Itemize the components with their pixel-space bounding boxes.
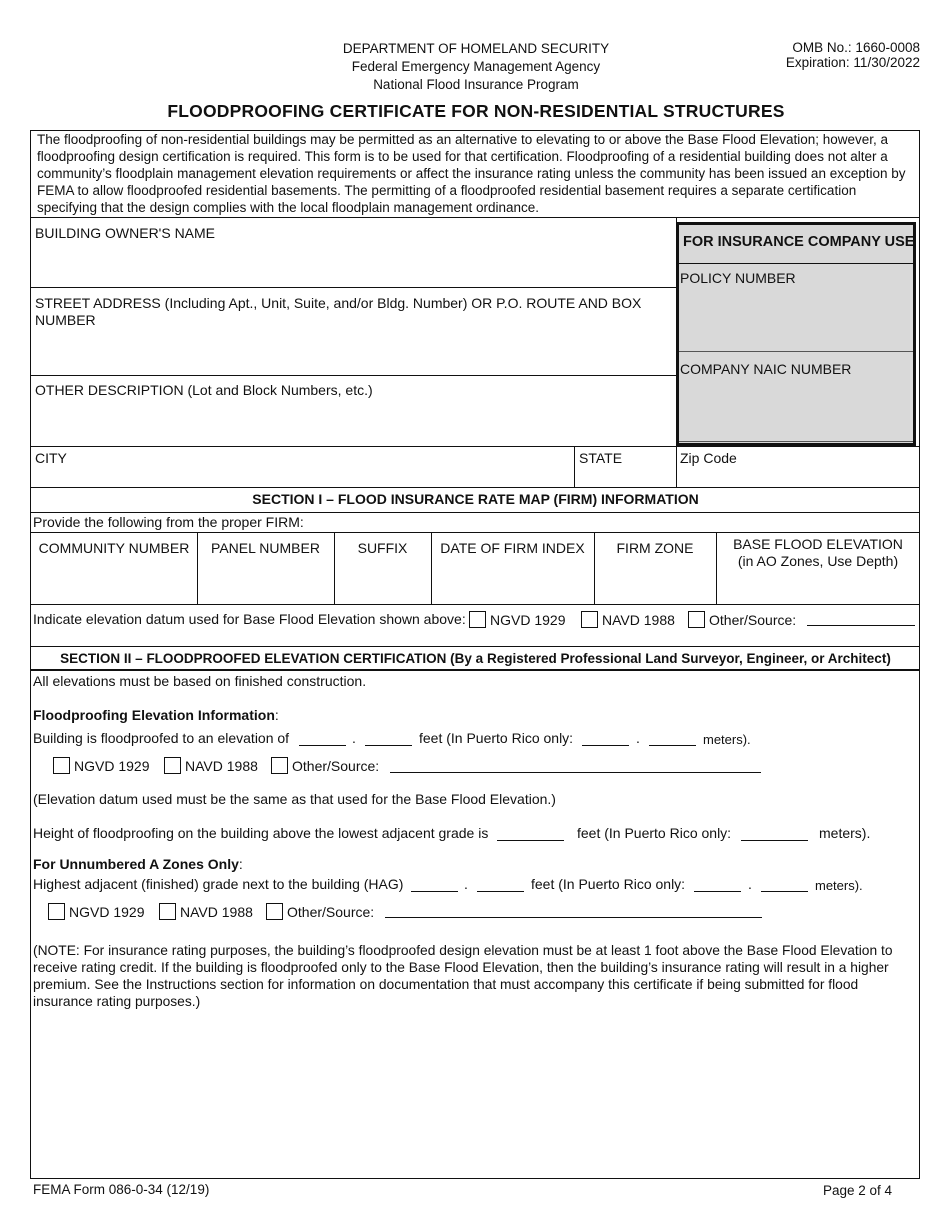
form-number: FEMA Form 086-0-34 (12/19) [33,1182,210,1197]
ngvd-checkbox[interactable] [469,611,486,628]
hag-label: Highest adjacent (finished) grade next to the building (HAG) [33,876,404,892]
feet-pr-label: feet (In Puerto Rico only: [531,876,686,892]
bfe-field[interactable] [718,572,918,602]
program-name: National Flood Insurance Program [373,77,579,92]
expiration-date: Expiration: 11/30/2022 [785,55,920,70]
divider [31,646,920,647]
col-panel-number: PANEL NUMBER [211,540,320,556]
city-field[interactable] [33,467,571,485]
owner-name-label: BUILDING OWNER'S NAME [35,225,216,241]
state-field[interactable] [577,467,673,485]
feet-pr-label: feet (In Puerto Rico only: [419,730,574,746]
hag-ngvd-label: NGVD 1929 [69,904,145,920]
divider [31,604,920,605]
divider [31,217,920,218]
other-source-checkbox[interactable] [688,611,705,628]
firm-index-date-field[interactable] [433,572,592,602]
divider [679,263,913,264]
divider [679,351,913,352]
height-fp-feet-field[interactable] [497,840,564,841]
hag-meters-field[interactable] [694,891,741,892]
section-1-title: SECTION I – FLOOD INSURANCE RATE MAP (FIRM) INFORMATION [252,491,699,507]
hag-feet-decimal-field[interactable] [477,891,524,892]
hag-navd-label: NAVD 1988 [180,904,253,920]
fp-navd-label: NAVD 1988 [185,758,258,774]
decimal-point: . [636,730,640,746]
divider [679,441,913,442]
divider [31,512,920,513]
height-fp-label: Height of floodproofing on the building above the lowest adjacent grade is [33,825,489,841]
divider [31,532,920,533]
hag-other-label: Other/Source: [287,904,375,920]
col-firm-zone: FIRM ZONE [616,540,694,556]
other-description-field[interactable] [33,402,673,442]
colon: : [238,856,243,872]
fp-ngvd-checkbox[interactable] [53,757,70,774]
decimal-point: . [748,876,752,892]
fp-ngvd-label: NGVD 1929 [74,758,150,774]
col-date-of-firm-index: DATE OF FIRM INDEX [440,540,585,556]
fp-elev-feet-decimal-field[interactable] [365,745,412,746]
suffix-field[interactable] [336,572,429,602]
height-fp-meters-field[interactable] [741,840,808,841]
fp-info-heading-line [33,707,279,724]
colon: : [274,707,279,723]
hag-ngvd-checkbox[interactable] [48,903,65,920]
hag-other-source-field[interactable] [385,917,762,918]
form-title: FLOODPROOFING CERTIFICATE FOR NON-RESIDENTIAL STRUCTURES [167,101,785,121]
divider [31,287,676,288]
col-base-flood-elevation: BASE FLOOD ELEVATION [733,536,903,552]
policy-number-field[interactable] [680,290,910,348]
col-bfe-note: (in AO Zones, Use Depth) [737,553,899,569]
fp-other-source-field[interactable] [390,772,761,773]
owner-name-field[interactable] [33,244,673,284]
fp-elev-feet-field[interactable] [299,745,346,746]
hag-meters-decimal-field[interactable] [761,891,808,892]
other-source-label: Other/Source: [709,612,797,628]
finished-construction-note: All elevations must be based on finished construction. [33,673,367,689]
agency-name: Federal Emergency Management Agency [351,59,601,74]
panel-number-field[interactable] [199,572,332,602]
state-label: STATE [579,450,623,466]
hag-feet-field[interactable] [411,891,458,892]
community-number-field[interactable] [33,572,195,602]
fp-other-label: Other/Source: [292,758,380,774]
rating-note: (NOTE: For insurance rating purposes, the building’s floodproofed design elevation must be at least 1 foot above the Base Flood Elevation to receive rating credit. If the building is floodproofed only to the Base Flood Elevation, then the building’s insurance rating will result in a higher premium. See the Instructions section for information on documentation that must accompany this certificate if being submitted for flood insurance rating purposes.) [33,943,893,1009]
zip-code-field[interactable] [678,467,916,485]
fp-elev-meters-decimal-field[interactable] [649,745,696,746]
divider [31,446,920,447]
street-address-field[interactable] [33,332,673,372]
fp-other-checkbox[interactable] [271,757,288,774]
street-address-label: STREET ADDRESS (Including Apt., Unit, Suite, and/or Bldg. Number) OR P.O. ROUTE AND BOX NUMBER [35,295,642,328]
divider [31,375,676,376]
section-2-title: SECTION II – FLOODPROOFED ELEVATION CERTIFICATION (By a Registered Professional Land Surveyor, Engineer, or Architect) [60,651,891,666]
fp-navd-checkbox[interactable] [164,757,181,774]
page-number: Page 2 of 4 [823,1183,893,1198]
datum-prompt: Indicate elevation datum used for Base Flood Elevation shown above: [33,611,466,627]
intro-text: The floodproofing of non-residential buildings may be permitted as an alternative to elevating to or above the Base Flood Elevation; however, a floodproofing design certification is required. This form is to be used for that certification. Floodproofing of a residential building does not alter a community’s floodplain management elevation requirements or affect the insurance rating unless the community has been issued an exception by FEMA to allow floodproofed residential basements. The permitting of a floodproofed residential basement requires a separate certification specifying that the design complies with the local floodplain management ordinance. [37,132,906,215]
navd-label: NAVD 1988 [602,612,675,628]
unnumbered-a-zones-heading: For Unnumbered A Zones Only [33,856,239,872]
omb-block [786,40,920,70]
divider [31,669,920,671]
dept-name: DEPARTMENT OF HOMELAND SECURITY [342,41,610,56]
hag-other-checkbox[interactable] [266,903,283,920]
policy-number-label: POLICY NUMBER [680,270,796,286]
col-community-number: COMMUNITY NUMBER [38,540,190,556]
divider [31,487,920,488]
naic-number-field[interactable] [680,381,910,437]
firm-zone-field[interactable] [596,572,714,602]
other-source-field[interactable] [807,625,915,626]
meters-label: meters). [703,732,751,747]
datum-same-note: (Elevation datum used must be the same as that used for the Base Flood Elevation.) [33,791,556,807]
feet-pr-label: feet (In Puerto Rico only: [577,825,732,841]
naic-number-label: COMPANY NAIC NUMBER [680,361,852,377]
building-fp-label: Building is floodproofed to an elevation of [33,730,290,746]
navd-checkbox[interactable] [581,611,598,628]
provide-firm-text: Provide the following from the proper FIRM: [33,514,304,530]
meters-label: meters). [819,825,871,841]
insurance-box-title: FOR INSURANCE COMPANY USE [683,234,915,250]
hag-navd-checkbox[interactable] [159,903,176,920]
other-description-label: OTHER DESCRIPTION (Lot and Block Numbers, etc.) [35,382,373,398]
unnumbered-heading-line [33,856,243,873]
ngvd-label: NGVD 1929 [490,612,566,628]
decimal-point: . [352,730,356,746]
fp-info-heading: Floodproofing Elevation Information [33,707,275,723]
city-label: CITY [35,450,67,466]
meters-label: meters). [815,878,863,893]
col-suffix: SUFFIX [357,540,408,556]
divider [574,446,575,487]
decimal-point: . [464,876,468,892]
fp-elev-meters-field[interactable] [582,745,629,746]
zip-code-label: Zip Code [680,450,737,466]
omb-number: OMB No.: 1660-0008 [792,40,920,55]
